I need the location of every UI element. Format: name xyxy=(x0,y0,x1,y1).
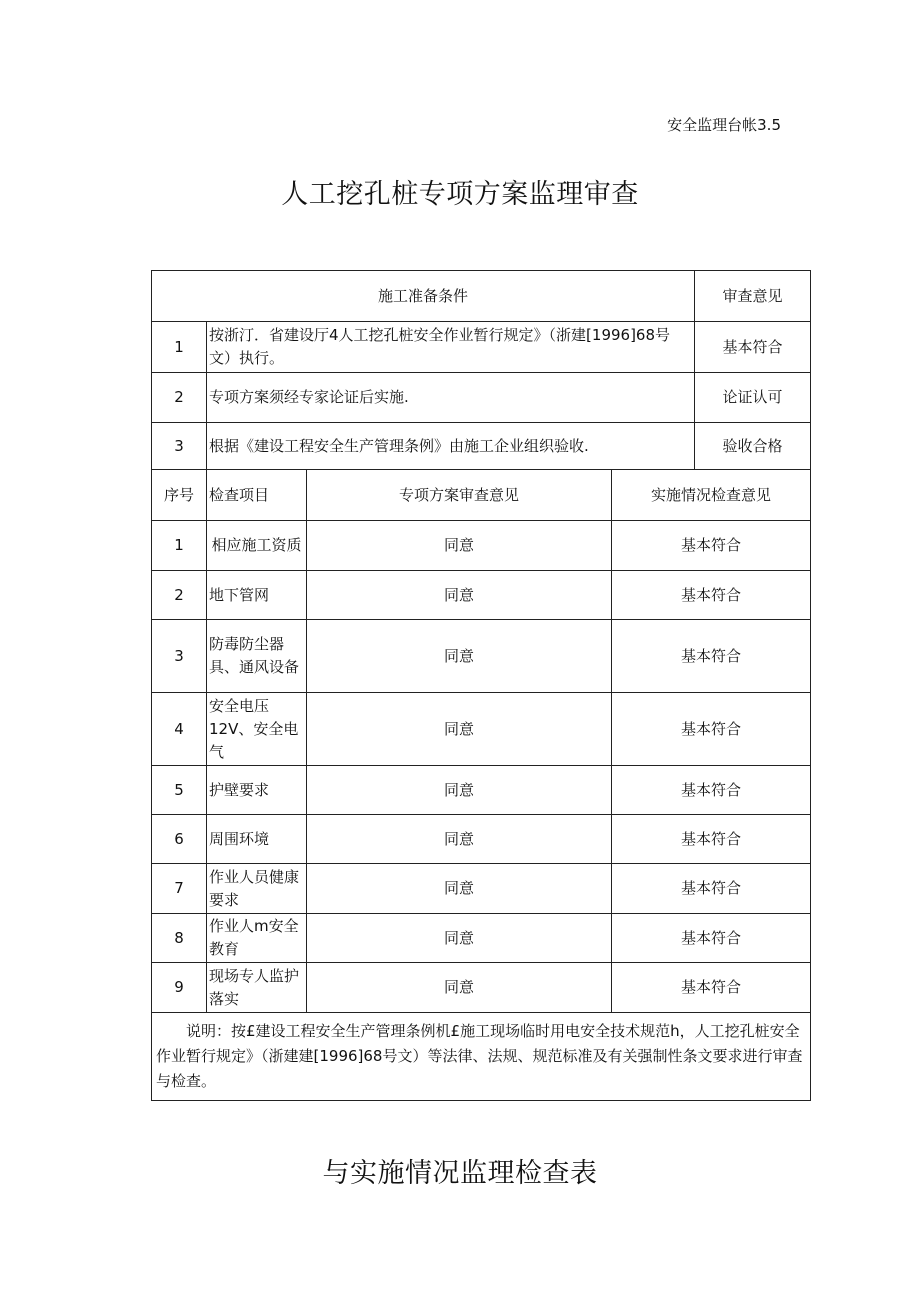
check-row-number: 1 xyxy=(152,521,207,571)
prep-row-number: 2 xyxy=(152,373,207,423)
check-row-impl-opinion: 基本符合 xyxy=(612,914,811,963)
check-row-number: 7 xyxy=(152,864,207,914)
check-no-header: 序号 xyxy=(152,470,207,521)
check-row-impl-opinion: 基本符合 xyxy=(612,864,811,914)
check-row xyxy=(152,864,811,914)
check-item-header: 检查项目 xyxy=(207,470,307,521)
check-row-impl-opinion: 基本符合 xyxy=(612,571,811,620)
check-header-row xyxy=(152,470,811,521)
prep-row xyxy=(152,423,811,470)
check-row-plan-opinion: 同意 xyxy=(307,963,612,1013)
prep-row-number: 1 xyxy=(152,322,207,373)
prep-row-text: 根据《建设工程安全生产管理条例》由施工企业组织验收. xyxy=(207,423,695,470)
check-row-impl-opinion: 基本符合 xyxy=(612,766,811,815)
check-row-impl-opinion: 基本符合 xyxy=(612,963,811,1013)
check-row-plan-opinion: 同意 xyxy=(307,521,612,571)
check-row-number: 3 xyxy=(152,620,207,693)
prep-row-number: 3 xyxy=(152,423,207,470)
check-row-item: 地下管网 xyxy=(207,571,307,620)
check-impl-header: 实施情况检查意见 xyxy=(612,470,811,521)
check-row-plan-opinion: 同意 xyxy=(307,914,612,963)
check-row-number: 6 xyxy=(152,815,207,864)
check-row-plan-opinion: 同意 xyxy=(307,864,612,914)
prep-row-opinion: 基本符合 xyxy=(695,322,811,373)
check-row xyxy=(152,815,811,864)
prep-row-text: 专项方案须经专家论证后实施. xyxy=(207,373,695,423)
document-subtitle: 与实施情况监理检查表 xyxy=(322,1158,598,1189)
check-row xyxy=(152,766,811,815)
check-row-item: 防毒防尘器具、通风设备 xyxy=(207,620,307,693)
check-row xyxy=(152,620,811,693)
check-row-item: 作业人员健康要求 xyxy=(207,864,307,914)
prep-opinion-header: 审查意见 xyxy=(695,271,811,322)
check-row-number: 4 xyxy=(152,693,207,766)
check-row-item: 安全电压12V、安全电气 xyxy=(207,693,307,766)
check-row xyxy=(152,914,811,963)
check-row-item: 现场专人监护落实 xyxy=(207,963,307,1013)
check-row-impl-opinion: 基本符合 xyxy=(612,693,811,766)
prep-row-text: 按浙汀．省建设厅4人工挖孔桩安全作业暂行规定》（浙建[1996]68号文）执行。 xyxy=(207,322,695,373)
check-row-item: 相应施工资质 xyxy=(207,521,307,571)
check-row-number: 2 xyxy=(152,571,207,620)
prep-row xyxy=(152,322,811,373)
prep-row xyxy=(152,373,811,423)
prep-row-opinion: 论证认可 xyxy=(695,373,811,423)
check-row-plan-opinion: 同意 xyxy=(307,620,612,693)
check-row-number: 9 xyxy=(152,963,207,1013)
explanation-note: 说明：按£建设工程安全生产管理条例机£施工现场临时用电安全技术规范h，人工挖孔桩安全作业暂行规定》（浙建建[1996]68号文）等法律、法规、规范标准及有关强制性条文要求进行审查与检查。 xyxy=(152,1013,811,1101)
prep-row-opinion: 验收合格 xyxy=(695,423,811,470)
check-row-plan-opinion: 同意 xyxy=(307,766,612,815)
check-row-impl-opinion: 基本符合 xyxy=(612,521,811,571)
check-row-impl-opinion: 基本符合 xyxy=(612,620,811,693)
check-row-item: 作业人m安全教育 xyxy=(207,914,307,963)
check-row-impl-opinion: 基本符合 xyxy=(612,815,811,864)
check-row-number: 8 xyxy=(152,914,207,963)
prep-condition-header: 施工准备条件 xyxy=(152,271,695,322)
document-title: 人工挖孔桩专项方案监理审查 xyxy=(281,179,639,210)
ledger-number: 安全监理台帐3.5 xyxy=(667,116,781,134)
check-row-item: 护壁要求 xyxy=(207,766,307,815)
check-row xyxy=(152,963,811,1013)
check-row-number: 5 xyxy=(152,766,207,815)
check-row-plan-opinion: 同意 xyxy=(307,815,612,864)
check-row xyxy=(152,521,811,571)
note-row xyxy=(152,1013,811,1101)
check-row-item: 周围环境 xyxy=(207,815,307,864)
check-plan-header: 专项方案审查意见 xyxy=(307,470,612,521)
prep-header-row xyxy=(152,271,811,322)
check-row xyxy=(152,571,811,620)
check-row-plan-opinion: 同意 xyxy=(307,693,612,766)
check-row-plan-opinion: 同意 xyxy=(307,571,612,620)
review-table xyxy=(151,270,811,1101)
check-row xyxy=(152,693,811,766)
